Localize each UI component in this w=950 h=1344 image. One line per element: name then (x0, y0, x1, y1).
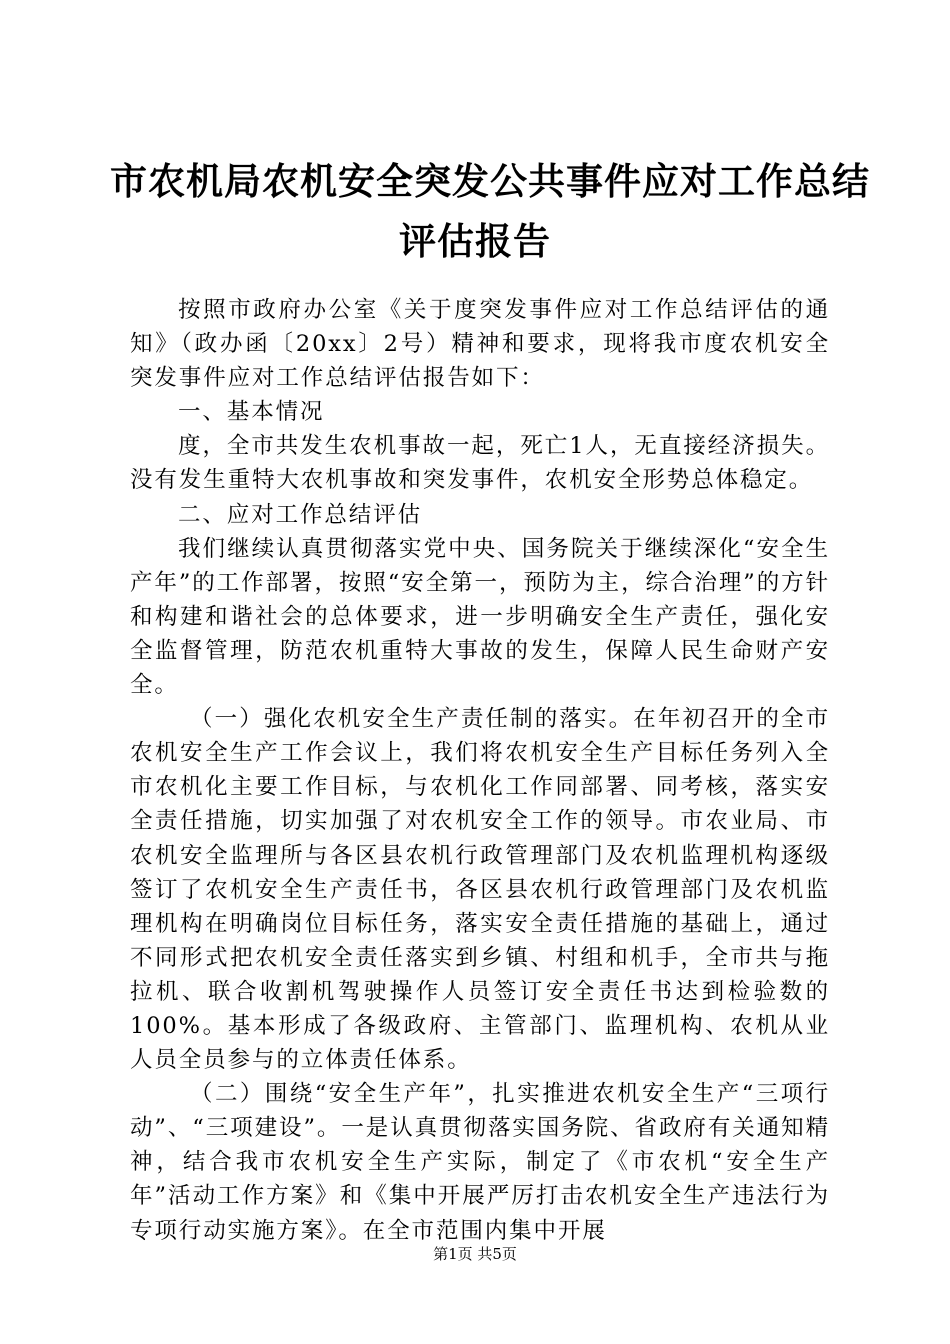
section-heading-response-evaluation: 二、应对工作总结评估 (178, 501, 423, 528)
basic-situation-paragraph: 度，全市共发生农机事故一起，死亡1人，无直接经济损失。没有发生重特大农机事故和突发事件，农机安全形势总体稳定。 (130, 433, 830, 494)
subsection-one-paragraph: （一）强化农机安全生产责任制的落实。在年初召开的全市农机安全生产工作会议上，我们将农机安全生产目标任务列入全市农机化主要工作目标，与农机化工作同部署、同考核，落实安全责任措施，切实加强了对农机安全工作的领导。市农业局、市农机安全监理所与各区县农机行政管理部门及农机监理机构逐级签订了农机安全生产责任书，各区县农机行政管理部门及农机监理机构在明确岗位目标任务，落实安全责任措施的基础上，通过不同形式把农机安全责任落实到乡镇、村组和机手，全市共与拖拉机、联合收割机驾驶操作人员签订安全责任书达到检验数的100%。基本形成了各级政府、主管部门、监理机构、农机从业人员全员参与的立体责任体系。 (130, 706, 830, 1074)
document-body (130, 293, 830, 1248)
response-evaluation-paragraph: 我们继续认真贯彻落实党中央、国务院关于继续深化“安全生产年”的工作部署，按照“安全第一，预防为主，综合治理”的方针和构建和谐社会的总体要求，进一步明确安全生产责任，强化安全监督管理，防范农机重特大事故的发生，保障人民生命财产安全。 (130, 535, 830, 699)
intro-paragraph: 按照市政府办公室《关于度突发事件应对工作总结评估的通知》（政办函〔20xx〕2号）精神和要求，现将我市度农机安全突发事件应对工作总结评估报告如下： (130, 297, 830, 392)
document-title-line-2: 评估报告 (399, 220, 551, 263)
document-title-line-1: 市农机局农机安全突发公共事件应对工作总结 (110, 160, 870, 203)
section-heading-basic-situation: 一、基本情况 (178, 399, 325, 426)
subsection-two-paragraph: （二）围绕“安全生产年”，扎实推进农机安全生产“三项行动”、“三项建设”。一是认真贯彻落实国务院、省政府有关通知精神，结合我市农机安全生产实际，制定了《市农机“安全生产年”活动工作方案》和《集中开展严厉打击农机安全生产违法行为专项行动实施方案》。在全市范围内集中开展 (130, 1081, 830, 1244)
page-number-footer: 第1页 共5页 (433, 1245, 517, 1263)
